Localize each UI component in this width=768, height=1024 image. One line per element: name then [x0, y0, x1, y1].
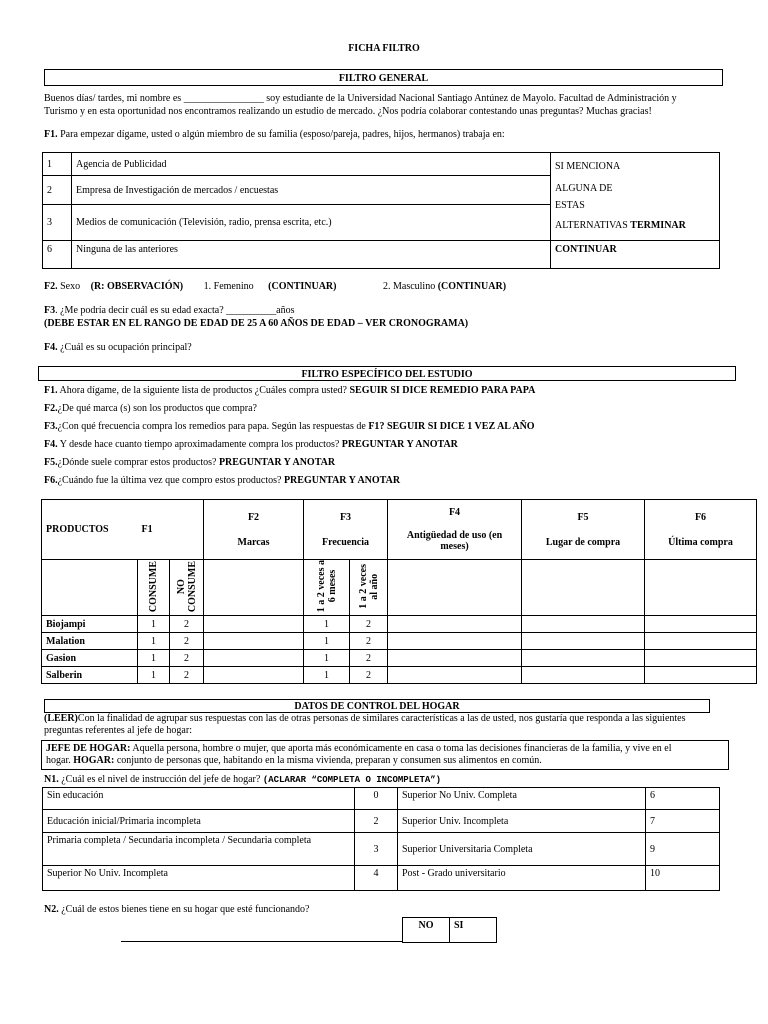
intro-line-1: Buenos días/ tardes, mi nombre es ________________ soy estudiante de la Universidad Nacional Santiago Antúnez de Mayolo. Facultad de Administración y — [44, 93, 677, 104]
education-code: 2 — [355, 810, 398, 833]
subheader-freq-year-text — [358, 564, 380, 609]
empty-cell — [522, 560, 645, 616]
instruction: PREGUNTAR Y ANOTAR — [283, 475, 401, 486]
row-number: 1 — [43, 153, 72, 176]
question-text: ¿De qué marca (s) son los productos que compra? — [57, 403, 257, 414]
table-row — [43, 788, 720, 810]
filtro-especifico-heading: FILTRO ESPECÍFICO DEL ESTUDIO — [38, 366, 736, 381]
header-f2 — [204, 500, 304, 560]
continue-note: (CONTINUAR) — [268, 281, 337, 292]
code-cell: 1 — [304, 667, 350, 684]
education-level: Sin educación — [43, 788, 355, 810]
question-label: N1. — [44, 774, 59, 785]
question-label: F1. — [44, 129, 58, 140]
instruction: PREGUNTAR Y ANOTAR — [341, 439, 458, 450]
intro-line-2: Turismo y en esta oportunidad nos encontramos realizando un estudio de mercado. ¿Nos podría colaborar contestando unas preguntas? Muchas gracias! — [44, 106, 652, 117]
question-text: . ¿Me podría decir cuál es su edad exacta? __________años — [55, 305, 295, 316]
answer-cell — [645, 650, 757, 667]
answer-cell — [522, 667, 645, 684]
read-instruction: (LEER) — [44, 713, 78, 724]
question-n1 — [44, 774, 441, 785]
definition-term: JEFE DE HOGAR: — [46, 743, 131, 754]
education-code: 10 — [646, 866, 720, 891]
table-subheader-row — [42, 560, 757, 616]
subheader-text-line: NO — [175, 578, 187, 594]
question-text: ¿Dónde suele comprar estos productos? — [57, 457, 219, 468]
header-si: SI — [450, 918, 497, 943]
code-cell: 2 — [350, 667, 388, 684]
intro-paragraph — [44, 92, 734, 118]
row-number: 3 — [43, 204, 72, 240]
subheader-text-line: CONSUME — [186, 560, 198, 612]
code-cell: 1 — [138, 616, 170, 633]
instruction: ? SEGUIR SI DICE 1 VEZ AL AÑO — [379, 421, 535, 432]
terminate-note-line: ESTAS — [555, 200, 585, 211]
instruction: SEGUIR SI DICE REMEDIO PARA PAPA — [349, 385, 536, 396]
header-f6-label: Última compra — [668, 536, 733, 548]
header-f1: F1 — [138, 500, 204, 560]
education-code: 7 — [646, 810, 720, 833]
answer-cell — [645, 633, 757, 650]
question-label: F4. — [44, 342, 58, 353]
table-row — [43, 866, 720, 891]
code-cell: 2 — [170, 650, 204, 667]
answer-cell — [204, 650, 304, 667]
question-f2 — [44, 400, 744, 418]
code-cell: 2 — [170, 616, 204, 633]
definition-text: conjunto de personas que, habitando en la misma vivienda, preparan y consumen sus alimentos en común. — [114, 755, 542, 766]
header-f4-code: F4 — [448, 507, 461, 518]
row-label: Medios de comunicación (Televisión, radio, prensa escrita, etc.) — [72, 204, 551, 240]
products-table — [41, 499, 757, 684]
empty-cell — [42, 560, 138, 616]
answer-cell — [645, 616, 757, 633]
question-f2-sex — [44, 281, 744, 292]
question-reference: F1 — [368, 421, 380, 432]
subheader-consume-text: CONSUME — [148, 560, 159, 612]
question-f3-age — [44, 305, 294, 316]
header-f6 — [645, 500, 757, 560]
question-text: ¿Con qué frecuencia compra los remedios para papa. Según las respuestas de — [57, 421, 369, 432]
question-f4-occupation — [44, 342, 192, 353]
question-text: Sexo — [57, 281, 81, 292]
definitions-box — [41, 740, 729, 770]
header-productos: PRODUCTOS — [42, 500, 138, 560]
product-name: Malation — [42, 633, 138, 650]
row-label: Empresa de Investigación de mercados / encuestas — [72, 176, 551, 205]
empty-cell — [204, 560, 304, 616]
definition-term: HOGAR: — [73, 755, 115, 766]
header-f5 — [522, 500, 645, 560]
definition-text: Aquella persona, hombre o mujer, que aporta más económicamente en casa o toma las decisiones financieras de la familia, y vive en el — [130, 743, 672, 754]
question-f5 — [44, 454, 744, 472]
education-level: Primaria completa / Secundaria incompleta / Secundaria completa — [43, 833, 355, 866]
definition-jefe — [46, 743, 724, 755]
subheader-text-line: al año — [368, 573, 380, 600]
code-cell: 2 — [350, 633, 388, 650]
answer-cell — [388, 616, 522, 633]
question-label: F6. — [44, 475, 58, 486]
table-row — [43, 241, 720, 269]
code-cell: 1 — [138, 667, 170, 684]
question-text: ¿Cuál es su ocupación principal? — [57, 342, 192, 353]
header-f4 — [388, 500, 522, 560]
code-cell: 2 — [350, 616, 388, 633]
education-code: 4 — [355, 866, 398, 891]
education-level: Post - Grado universitario — [398, 866, 646, 891]
education-level: Superior No Univ. Completa — [398, 788, 646, 810]
instruction: PREGUNTAR Y ANOTAR — [218, 457, 336, 468]
question-label: F2. — [44, 281, 58, 292]
product-name: Salberin — [42, 667, 138, 684]
option-male: 2. Masculino — [382, 281, 436, 292]
definition-hogar — [46, 755, 724, 767]
education-code: 0 — [355, 788, 398, 810]
question-label: N2. — [44, 904, 59, 915]
row-label: Ninguna de las anteriores — [72, 241, 551, 269]
empty-cell — [388, 560, 522, 616]
answer-cell — [522, 633, 645, 650]
question-label: F5. — [44, 457, 58, 468]
question-label: F4. — [44, 439, 58, 450]
code-cell: 2 — [350, 650, 388, 667]
header-f5-label: Lugar de compra — [545, 536, 621, 548]
question-label: F3. — [44, 421, 58, 432]
header-f3-code: F3 — [339, 511, 352, 523]
answer-cell — [522, 650, 645, 667]
option-female: 1. Femenino — [203, 281, 254, 292]
question-text: Para empezar dígame, usted o algún miembro de su familia (esposo/pareja, padres, hijos, hermanos) trabaja en: — [60, 129, 505, 140]
subheader-freq-6m-text — [316, 560, 338, 612]
table-row — [42, 650, 757, 667]
header-f6-code: F6 — [694, 511, 707, 523]
hogar-intro-text: Con la finalidad de agrupar sus respuestas con las de otras personas de similares características a las de usted, nos gustaría que responda a las siguientes — [77, 713, 686, 724]
header-f3 — [304, 500, 388, 560]
empty-cell — [645, 560, 757, 616]
instruction: (ACLARAR “COMPLETA O INCOMPLETA”) — [262, 775, 442, 785]
product-name: Biojampi — [42, 616, 138, 633]
answer-cell — [645, 667, 757, 684]
terminate-note — [551, 153, 720, 241]
code-cell: 1 — [304, 650, 350, 667]
answer-cell — [204, 633, 304, 650]
divider-line — [121, 941, 402, 942]
page-title: FICHA FILTRO — [348, 43, 420, 54]
header-no: NO — [403, 918, 450, 943]
question-label: F2. — [44, 403, 58, 414]
question-text: ¿Cuándo fue la última vez que compro estos productos? — [57, 475, 284, 486]
table-header-row — [403, 918, 497, 943]
answer-cell — [388, 650, 522, 667]
terminate-note-line: ALGUNA DE — [555, 183, 613, 194]
continue-note: (CONTINUAR) — [437, 281, 507, 292]
subheader-no-consume-text — [176, 561, 198, 612]
question-n2 — [44, 904, 310, 915]
continue-note: CONTINUAR — [551, 241, 720, 269]
answer-cell — [388, 667, 522, 684]
education-level: Superior Universitaria Completa — [398, 833, 646, 866]
row-number: 2 — [43, 176, 72, 205]
subheader-text-line: 6 meses — [326, 569, 338, 603]
question-f1-general — [44, 129, 505, 140]
terminate-note-text: ALTERNATIVAS — [555, 220, 631, 231]
subheader-freq-year — [350, 560, 388, 616]
header-f2-label: Marcas — [237, 536, 270, 548]
hogar-intro-line-1 — [44, 713, 744, 725]
question-label: F3 — [44, 305, 56, 316]
header-f2-code: F2 — [247, 511, 260, 523]
header-f3-label: Frecuencia — [322, 536, 370, 548]
terminate-note-line — [555, 212, 715, 240]
employment-table — [42, 152, 720, 269]
subheader-no-consume — [170, 560, 204, 616]
table-row — [43, 810, 720, 833]
question-f1 — [44, 382, 744, 400]
header-f5-code: F5 — [577, 511, 589, 523]
table-row — [43, 153, 720, 176]
row-label: Agencia de Publicidad — [72, 153, 551, 176]
hogar-intro — [44, 713, 744, 737]
subheader-consume — [138, 560, 170, 616]
question-f4 — [44, 436, 744, 454]
study-questions — [44, 382, 744, 490]
age-range-note: (DEBE ESTAR EN EL RANGO DE EDAD DE 25 A 60 AÑOS DE EDAD – VER CRONOGRAMA) — [44, 318, 469, 329]
question-text: Y desde hace cuanto tiempo aproximadamente compra los productos? — [57, 439, 342, 450]
row-number: 6 — [43, 241, 72, 269]
code-cell: 1 — [304, 616, 350, 633]
table-row — [43, 833, 720, 866]
education-level: Superior Univ. Incompleta — [398, 810, 646, 833]
subheader-freq-6m — [304, 560, 350, 616]
definition-text: hogar. — [46, 755, 74, 766]
observation-note: (R: OBSERVACIÓN) — [90, 281, 184, 292]
code-cell: 1 — [304, 633, 350, 650]
datos-hogar-heading: DATOS DE CONTROL DEL HOGAR — [44, 699, 710, 713]
question-text: Ahora dígame, de la siguiente lista de productos ¿Cuáles compra usted? — [57, 385, 350, 396]
subheader-text-line: 1 a 2 veces — [357, 563, 369, 609]
table-header-row — [42, 500, 757, 560]
assets-table-header — [402, 917, 497, 943]
terminate-note-action: TERMINAR — [630, 220, 686, 231]
code-cell: 2 — [170, 667, 204, 684]
question-f6 — [44, 472, 744, 490]
subheader-text-line: 1 a 2 veces a — [315, 560, 327, 613]
code-cell: 1 — [138, 633, 170, 650]
answer-cell — [522, 616, 645, 633]
header-f4-label: Antigüedad de uso (en meses) — [406, 530, 503, 552]
question-text: ¿Cuál de estos bienes tiene en su hogar que esté funcionando? — [58, 904, 310, 915]
answer-cell — [204, 616, 304, 633]
education-code: 6 — [646, 788, 720, 810]
answer-cell — [388, 633, 522, 650]
question-text: ¿Cuál es el nivel de instrucción del jefe de hogar? — [58, 774, 263, 785]
hogar-intro-line-2: preguntas referentes al jefe de hogar: — [44, 725, 192, 736]
education-table — [42, 787, 720, 891]
table-row — [42, 616, 757, 633]
table-row — [42, 633, 757, 650]
question-label: F1. — [44, 385, 58, 396]
filtro-general-heading: FILTRO GENERAL — [44, 69, 723, 86]
education-level: Superior No Univ. Incompleta — [43, 866, 355, 891]
education-code: 9 — [646, 833, 720, 866]
code-cell: 1 — [138, 650, 170, 667]
education-level: Educación inicial/Primaria incompleta — [43, 810, 355, 833]
answer-cell — [204, 667, 304, 684]
code-cell: 2 — [170, 633, 204, 650]
question-f3 — [44, 418, 744, 436]
education-code: 3 — [355, 833, 398, 866]
table-row — [42, 667, 757, 684]
terminate-note-line: SI MENCIONA — [555, 161, 621, 172]
product-name: Gasion — [42, 650, 138, 667]
